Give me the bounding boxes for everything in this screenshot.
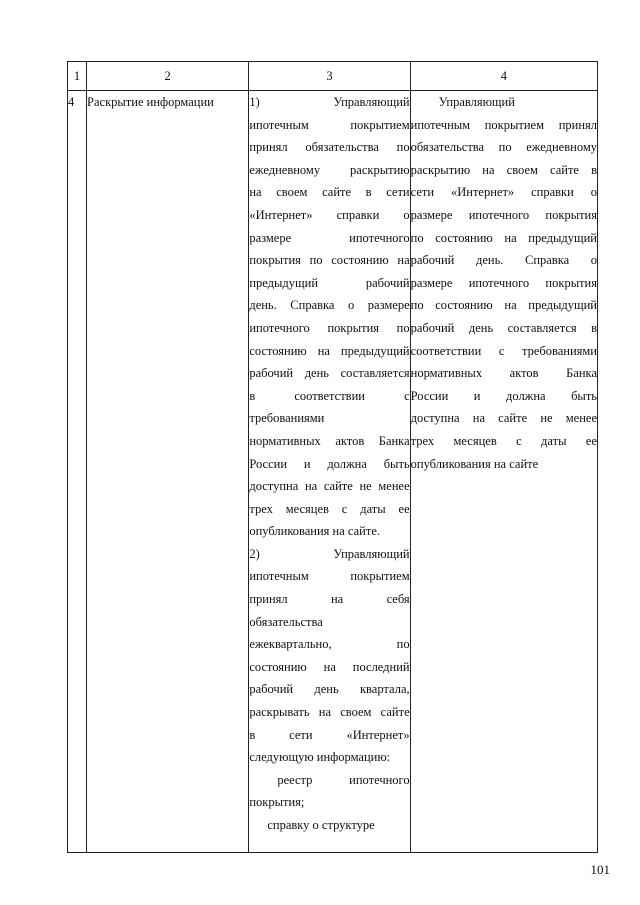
col3-line: принял обязательства по <box>249 140 410 155</box>
col3-line: день. Справка о размере <box>249 298 410 313</box>
col3-line: доступна на сайте не менее <box>249 479 410 494</box>
col3-line: обязательства <box>249 614 323 629</box>
header-col-2: 2 <box>87 62 249 91</box>
table-row <box>68 91 598 853</box>
col4-line: по состоянию на предыдущий <box>410 298 597 313</box>
col3-line: покрытия; <box>249 795 305 810</box>
row-number: 4 <box>68 91 87 853</box>
col3-line: покрытия по состоянию на <box>249 253 410 268</box>
col3-line: на своем сайте в сети <box>249 185 410 200</box>
col3-line: ипотечного покрытия по <box>249 320 410 335</box>
col3-text <box>249 91 410 853</box>
col4-line: России и должна быть <box>410 388 597 403</box>
col4-line: обязательства по ежедневному <box>410 140 597 155</box>
header-col-3: 3 <box>249 62 410 91</box>
col4-line: трех месяцев с даты ее <box>410 433 597 448</box>
col3-line: ежедневному раскрытию <box>249 162 410 177</box>
col3-line: требованиями <box>249 411 325 426</box>
col3-line: размере ипотечного <box>249 230 410 245</box>
col4-line: Управляющий <box>438 95 515 109</box>
col4-line: рабочий день составляется в <box>410 320 597 335</box>
col3-line: следующую информацию: <box>249 750 391 765</box>
col3-line: в соответствии с <box>249 388 410 403</box>
col4-line: размере ипотечного покрытия <box>410 275 597 290</box>
col3-line: опубликования на сайте. <box>249 524 380 539</box>
col3-line: принял на себя <box>249 592 410 607</box>
col4-line: соответствии с требованиями <box>410 343 597 358</box>
col3-line: России и должна быть <box>249 456 410 471</box>
col3-line: в сети «Интернет» <box>249 727 410 742</box>
col3-line: 1) Управляющий <box>249 95 410 109</box>
col4-line: ипотечным покрытием принял <box>410 117 597 132</box>
requirements-table <box>67 61 598 853</box>
col4-line: раскрытию на своем сайте в <box>410 162 597 177</box>
col3-line: состоянию на последний <box>249 659 410 674</box>
row-name: Раскрытие информации <box>87 91 249 853</box>
table-header-row <box>68 62 598 91</box>
col3-line: нормативных актов Банка <box>249 433 410 448</box>
col4-line: сети «Интернет» справки о <box>410 185 597 200</box>
col3-line: трех месяцев с даты ее <box>249 501 410 516</box>
col3-line: 2) Управляющий <box>249 546 410 561</box>
col3-line: ежеквартально, по <box>249 637 410 652</box>
col3-line: ипотечным покрытием <box>249 569 410 584</box>
col3-line: рабочий день составляется <box>249 366 410 381</box>
header-col-1: 1 <box>68 62 87 91</box>
page-number: 101 <box>590 862 610 877</box>
header-col-4: 4 <box>410 62 597 91</box>
col4-line: опубликования на сайте <box>410 456 539 471</box>
col4-line: по состоянию на предыдущий <box>410 230 597 245</box>
col4-line: доступна на сайте не менее <box>410 411 597 426</box>
col4-text <box>410 91 597 853</box>
col3-line: «Интернет» справки о <box>249 207 410 222</box>
col3-line: рабочий день квартала, <box>249 682 410 697</box>
col4-line: нормативных актов Банка <box>410 366 597 381</box>
col3-line: реестр ипотечного <box>277 772 410 787</box>
col4-line: рабочий день. Справка о <box>410 253 597 268</box>
col3-line: состоянию на предыдущий <box>249 343 410 358</box>
col4-line: размере ипотечного покрытия <box>410 207 597 222</box>
col3-line: справку о структуре <box>267 818 375 832</box>
col3-line: раскрывать на своем сайте <box>249 705 410 720</box>
col3-line: ипотечным покрытием <box>249 117 410 132</box>
col3-line: предыдущий рабочий <box>249 275 410 290</box>
